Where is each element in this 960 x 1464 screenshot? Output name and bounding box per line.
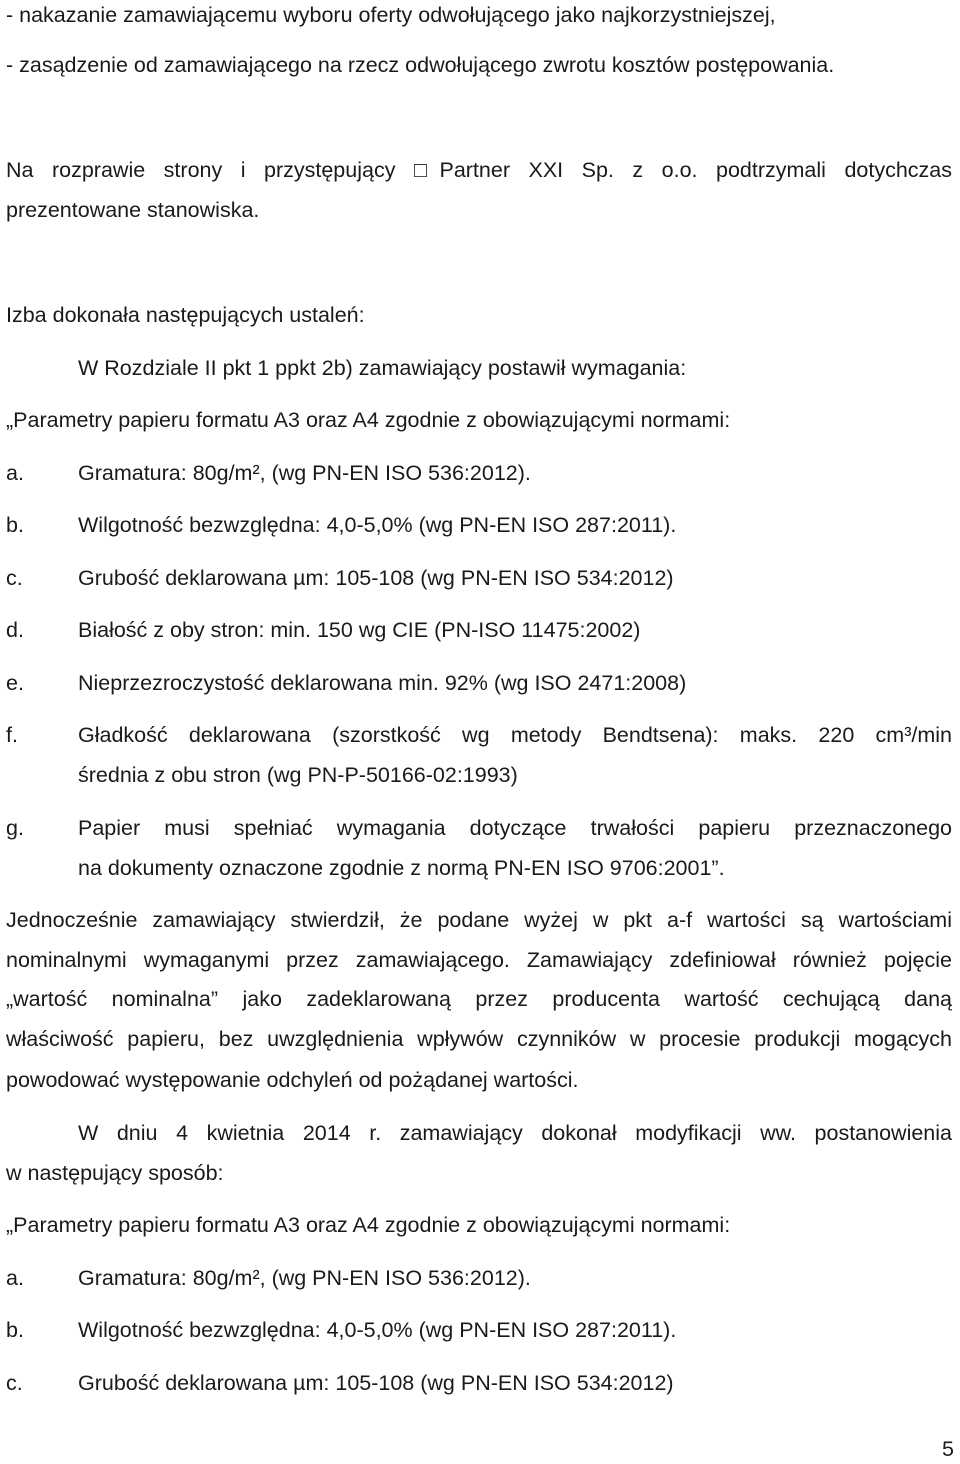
list-label: b. — [6, 1318, 24, 1342]
list-label: c. — [6, 566, 23, 590]
paragraph-line: powodować występowanie odchyleń od pożądanej wartości. — [6, 1068, 579, 1092]
list-text: Gładkość deklarowana (szorstkość wg metody Bendtsena): maks. 220 cm³/min — [78, 723, 952, 747]
quote-start: „Parametry papieru formatu A3 oraz A4 zgodnie z obowiązującymi normami: — [6, 1213, 731, 1237]
text-line: - nakazanie zamawiającemu wyboru oferty odwołującego jako najkorzystniejszej, — [6, 3, 776, 27]
paragraph-line: w następujący sposób: — [6, 1161, 224, 1185]
page-number: 5 — [942, 1437, 954, 1461]
list-label: b. — [6, 513, 24, 537]
list-text: Grubość deklarowana µm: 105-108 (wg PN-EN ISO 534:2012) — [78, 566, 674, 590]
list-text: Gramatura: 80g/m², (wg PN-EN ISO 536:2012). — [78, 1266, 531, 1290]
list-text: Wilgotność bezwzględna: 4,0-5,0% (wg PN-EN ISO 287:2011). — [78, 513, 677, 537]
list-label: a. — [6, 461, 24, 485]
paragraph-line: „wartość nominalna” jako zadeklarowaną przez producenta wartość cechującą daną — [6, 987, 952, 1011]
paragraph-line: Jednocześnie zamawiający stwierdził, że podane wyżej w pkt a-f wartości są wartościami — [6, 908, 952, 932]
list-label: c. — [6, 1371, 23, 1395]
section-heading: Izba dokonała następujących ustaleń: — [6, 303, 365, 327]
text-line: Na rozprawie strony i przystępujący □Partner XXI Sp. z o.o. podtrzymali dotychczas — [6, 158, 952, 182]
list-text: Wilgotność bezwzględna: 4,0-5,0% (wg PN-EN ISO 287:2011). — [78, 1318, 677, 1342]
list-text: Białość z oby stron: min. 150 wg CIE (PN-ISO 11475:2002) — [78, 618, 641, 642]
list-label: g. — [6, 816, 24, 840]
text-line: W Rozdziale II pkt 1 ppkt 2b) zamawiający postawił wymagania: — [78, 356, 687, 380]
list-text: na dokumenty oznaczone zgodnie z normą PN-EN ISO 9706:2001”. — [78, 856, 725, 880]
list-text: Nieprzezroczystość deklarowana min. 92% (wg ISO 2471:2008) — [78, 671, 687, 695]
list-text: Papier musi spełniać wymagania dotyczące trwałości papieru przeznaczonego — [78, 816, 952, 840]
paragraph-line: W dniu 4 kwietnia 2014 r. zamawiający dokonał modyfikacji ww. postanowienia — [78, 1121, 952, 1145]
list-text: średnia z obu stron (wg PN-P-50166-02:1993) — [78, 763, 518, 787]
paragraph-line: nominalnymi wymaganymi przez zamawiającego. Zamawiający zdefiniował również pojęcie — [6, 948, 952, 972]
paragraph-line: właściwość papieru, bez uwzględnienia wpływów czynników w procesie produkcji mogących — [6, 1027, 952, 1051]
list-text: Gramatura: 80g/m², (wg PN-EN ISO 536:2012). — [78, 461, 531, 485]
text-line: prezentowane stanowiska. — [6, 198, 260, 222]
text-line: - zasądzenie od zamawiającego na rzecz odwołującego zwrotu kosztów postępowania. — [6, 53, 835, 77]
list-label: f. — [6, 723, 18, 747]
quote-start: „Parametry papieru formatu A3 oraz A4 zgodnie z obowiązującymi normami: — [6, 408, 731, 432]
list-text: Grubość deklarowana µm: 105-108 (wg PN-EN ISO 534:2012) — [78, 1371, 674, 1395]
list-label: a. — [6, 1266, 24, 1290]
list-label: e. — [6, 671, 24, 695]
list-label: d. — [6, 618, 24, 642]
